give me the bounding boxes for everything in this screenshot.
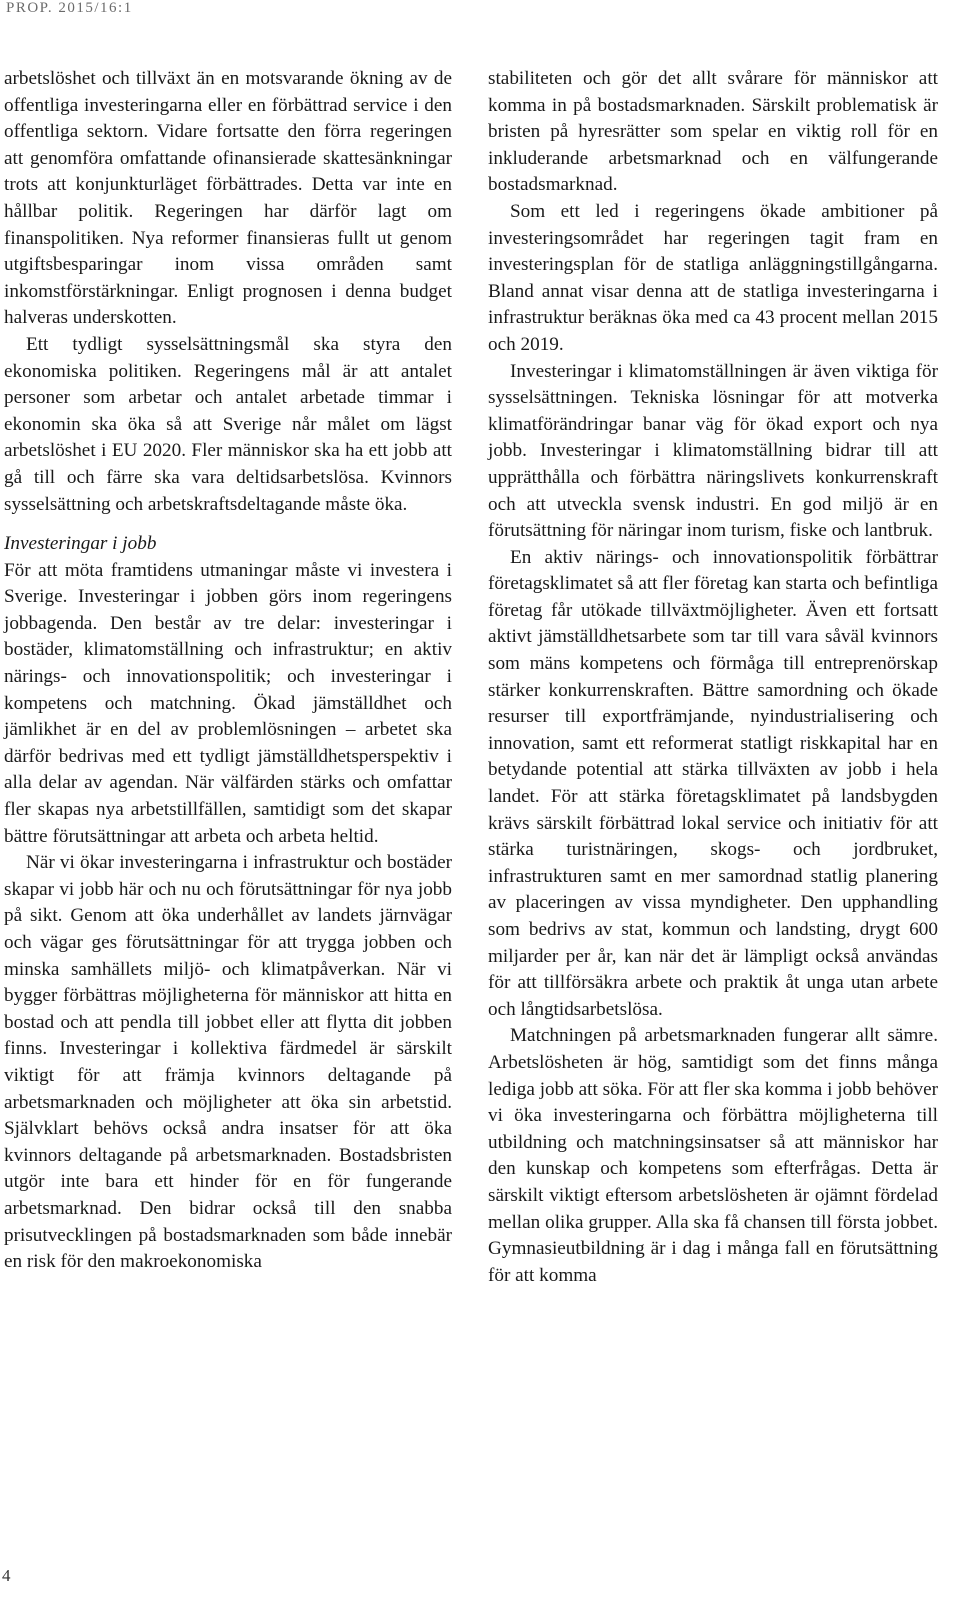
left-paragraph-4: När vi ökar investeringarna i infrastruktur och bostäder skapar vi jobb här och nu och förutsättningar för nya jobb på sikt. Genom att öka underhållet av landets järnvägar och vägar ges förutsättningar för att trygga jobben och minska samhällets miljö- och klimatpåverkan. När vi bygger förbättras möjligheterna för människor att hitta en bostad och att pendla till jobbet eller att flytta dit jobben finns. Investeringar i kollektiva färdmedel är särskilt viktigt för att främja kvinnors deltagande på arbetsmarknaden och möjligheter att öka sin arbetstid. Självklart behövs också andra insatser för att öka kvinnors deltagande på arbetsmarknaden. Bostadsbristen utgör inte bara ett hinder för en för fungerande arbetsmarknad. Den bidrar också till den snabba prisutvecklingen på bostadsmarknaden som både innebär en risk för den makroekonomiska [4,852,452,1273]
right-paragraph-3: Investeringar i klimatomställningen är även viktiga för sysselsättningen. Tekniska lösningar för att motverka klimatförändringar banar väg för ökad export och nya jobb. Investeringar i klimatomställning bidrar till att upprätthålla och förbättra näringslivets konkurrenskraft och att utveckla svensk industri. En god miljö är en förutsättning för näringar inom turism, fiske och lantbruk. [488,360,938,542]
right-paragraph-2: Som ett led i regeringens ökade ambitioner på investeringsområdet har regeringen tagit fram en investeringsplan för de statliga anläggningstillgångarna. Bland annat visar denna att de statliga investeringarna i infrastruktur beräknas öka med ca 43 procent mellan 2015 och 2019. [488,200,938,355]
left-paragraph-3: För att möta framtidens utmaningar måste vi investera i Sverige. Investeringar i jobben görs inom regeringens jobbagenda. Den består av tre delar: investeringar i bostäder, klimatomställning och infrastruktur; en aktiv närings- och innovationspolitik; och investeringar i kompetens och matchning. Ökad jämställdhet och jämlikhet är en del av problemlösningen – arbetet ska därför bedrivas med ett tydligt jämställdhetsperspektiv i alla delar av agendan. När välfärden stärks och omfattar fler skapas nya arbetstillfällen, samtidigt som det skapar bättre förutsättningar att arbeta och arbeta heltid. [4,559,452,847]
left-paragraph-1: arbetslöshet och tillväxt än en motsvarande ökning av de offentliga investeringarna eller en förbättrad service i den offentliga sektorn. Vidare fortsatte den förra regeringen att genomföra omfattande ofinansierade skattesänkningar trots att konjunkturläget förbättrades. Detta var inte en hållbar politik. Regeringen har därför lagt om finanspolitiken. Nya reformer finansieras fullt ut genom utgiftsbesparingar inom vissa områden samt inkomstförstärkningar. Enligt prognosen i denna budget halveras underskotten. [4,68,452,329]
right-paragraph-5: Matchningen på arbetsmarknaden fungerar allt sämre. Arbetslösheten är hög, samtidigt som det finns många lediga jobb att söka. För att fler ska komma i jobb behöver vi öka investeringarna och förbättra möjligheterna till utbildning och matchningsinsatser så att människor har den kunskap och kompetens som efterfrågas. Detta är särskilt viktigt eftersom arbetslösheten är ojämnt fördelad mellan olika grupper. Alla ska få chansen till första jobbet. Gymnasieutbildning är i dag i många fall en förutsättning för att komma [488,1025,938,1286]
left-column [4,66,452,1276]
running-header: PROP. 2015/16:1 [6,0,133,16]
page-number: 4 [2,1566,11,1585]
right-column [488,66,938,1289]
right-paragraph-4: En aktiv närings- och innovationspolitik förbättrar företagsklimatet så att fler företag kan starta och befintliga företag får utökade tillväxtmöjligheter. Även ett fortsatt aktivt jämställdhetsarbete som tar till vara såväl kvinnors som mäns kompetens och förmåga till entreprenörskap stärker konkurrenskraften. Bättre samordning och ökade resurser till exportfrämjande, nyindustrialisering och innovation, samt ett reformerat statligt riskkapital har en betydande potential att stärka tillväxten av jobb i hela landet. För att stärka företagsklimatet på landsbygden krävs särskilt förbättrad lokal service och initiativ för att stärka turistnäringen, skogs- och jordbruket, infrastrukturen samt en mer samordnad statlig planering av placeringen av vissa myndigheter. Den upphandling som bedrivs av stat, kommun och landsting, drygt 600 miljarder per år, kan när det är lämpligt också användas för att tillförsäkra arbete och praktik åt unga utan arbete och långtidsarbetslösa. [488,546,938,1020]
left-paragraph-2: Ett tydligt sysselsättningsmål ska styra den ekonomiska politiken. Regeringens mål är att antalet personer som arbetar och antalet arbetade timmar i ekonomin ska öka så att Sverige når målet om lägst arbetslöshet i EU 2020. Fler människor ska ha ett jobb att gå till och färre ska vara deltidsarbetslösa. Kvinnors sysselsättning och arbetskraftsdeltagande måste öka. [4,333,452,515]
section-heading: Investeringar i jobb [4,533,157,555]
right-paragraph-1: stabiliteten och gör det allt svårare för människor att komma in på bostadsmarknaden. Särskilt problematisk är bristen på hyresrätter som spelar en viktig roll för en inkluderande arbetsmarknad och en välfungerande bostadsmarknad. [488,68,938,196]
